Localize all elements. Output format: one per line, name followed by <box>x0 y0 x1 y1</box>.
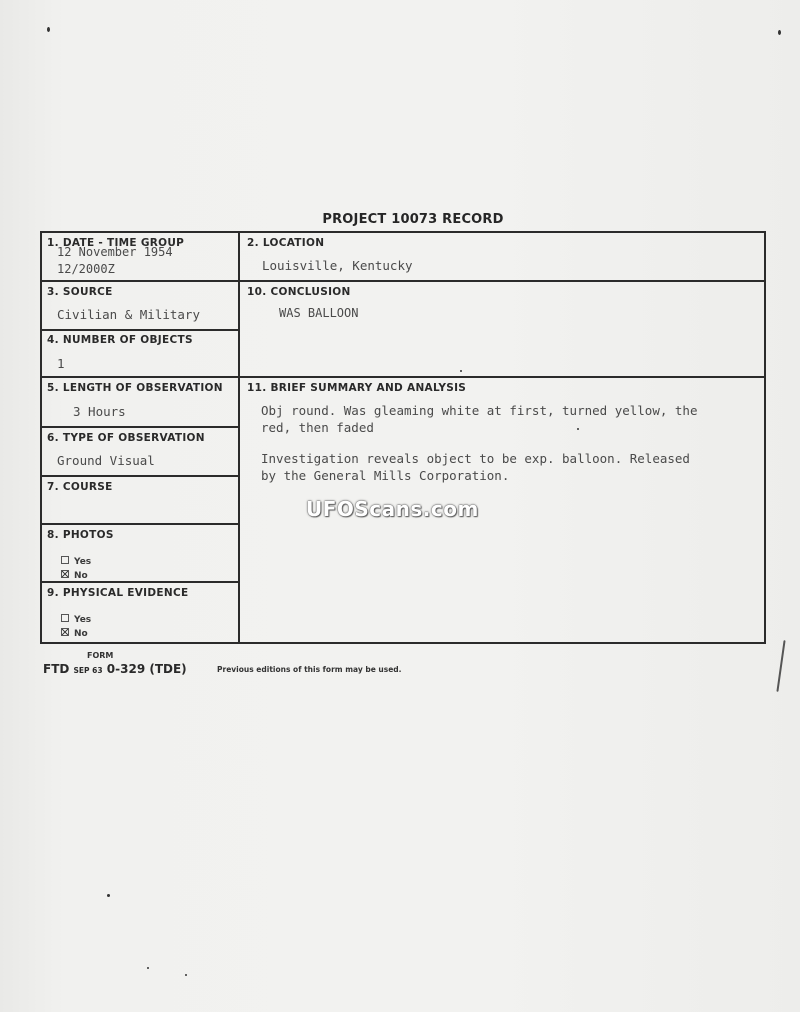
summary-paragraph-1 <box>261 402 751 436</box>
scan-speck <box>147 967 149 969</box>
physical-evidence-label: 9. PHYSICAL EVIDENCE <box>47 587 189 599</box>
number-of-objects-label: 4. NUMBER OF OBJECTS <box>47 334 193 346</box>
source-value: Civilian & Military <box>57 307 200 322</box>
length-of-observation-label: 5. LENGTH OF OBSERVATION <box>47 382 223 394</box>
location-label: 2. LOCATION <box>247 237 325 249</box>
type-of-observation-value: Ground Visual <box>57 453 155 468</box>
photos-label: 8. PHOTOS <box>47 529 114 541</box>
time-value: 12/2000Z <box>57 262 115 276</box>
checkbox-empty-icon <box>61 556 69 564</box>
row-rule <box>42 426 240 428</box>
photos-yes-option <box>61 556 91 567</box>
record-title: PROJECT 10073 RECORD <box>322 212 504 227</box>
row-rule <box>42 475 240 477</box>
photos-no-option <box>61 570 88 581</box>
scan-speck <box>185 974 187 976</box>
photos-no-label: No <box>74 571 88 581</box>
row-rule <box>42 523 240 525</box>
row-rule <box>42 329 240 331</box>
footer-ftd: FTD <box>43 662 70 676</box>
source-label: 3. SOURCE <box>47 286 113 298</box>
watermark: UFOScans.com <box>306 497 479 521</box>
length-of-observation-value: 3 Hours <box>73 404 126 419</box>
footer-form-id <box>43 662 187 676</box>
scan-mark <box>776 640 785 692</box>
physical-evidence-no-label: No <box>74 629 88 639</box>
scan-speck <box>107 894 110 897</box>
summary-line: Obj round. Was gleaming white at first, turned yellow, the <box>261 403 698 418</box>
footer-date-code: SEP 63 <box>73 666 103 675</box>
date-value: 12 November 1954 <box>57 245 173 259</box>
physical-evidence-no-option <box>61 628 88 639</box>
scan-speck <box>778 30 781 35</box>
scan-speck <box>47 27 50 32</box>
scan-speck <box>577 428 579 430</box>
physical-evidence-yes-label: Yes <box>74 615 92 625</box>
row-rule <box>42 376 764 378</box>
conclusion-value: WAS BALLOON <box>279 306 359 320</box>
footer-form-number: 0-329 (TDE) <box>106 662 187 676</box>
type-of-observation-label: 6. TYPE OF OBSERVATION <box>47 432 205 444</box>
checkbox-checked-icon <box>61 628 69 636</box>
scan-speck <box>460 370 462 372</box>
summary-line: Investigation reveals object to be exp. balloon. Released <box>261 451 690 466</box>
summary-paragraph-2 <box>261 450 751 484</box>
footer-note: Previous editions of this form may be used. <box>217 665 402 674</box>
number-of-objects-value: 1 <box>57 356 65 371</box>
photos-yes-label: Yes <box>74 557 92 567</box>
checkbox-checked-icon <box>61 570 69 578</box>
summary-line: red, then faded <box>261 420 374 435</box>
row-rule <box>42 581 240 583</box>
footer-form-word: FORM <box>87 651 114 660</box>
course-label: 7. COURSE <box>47 481 113 493</box>
checkbox-empty-icon <box>61 614 69 622</box>
conclusion-label: 10. CONCLUSION <box>247 286 351 298</box>
summary-line: by the General Mills Corporation. <box>261 468 510 483</box>
row-rule <box>42 280 764 282</box>
physical-evidence-yes-option <box>61 614 91 625</box>
summary-label: 11. BRIEF SUMMARY AND ANALYSIS <box>247 382 467 394</box>
location-value: Louisville, Kentucky <box>262 258 413 273</box>
date-time-label: 1. DATE - TIME GROUP <box>47 237 185 249</box>
